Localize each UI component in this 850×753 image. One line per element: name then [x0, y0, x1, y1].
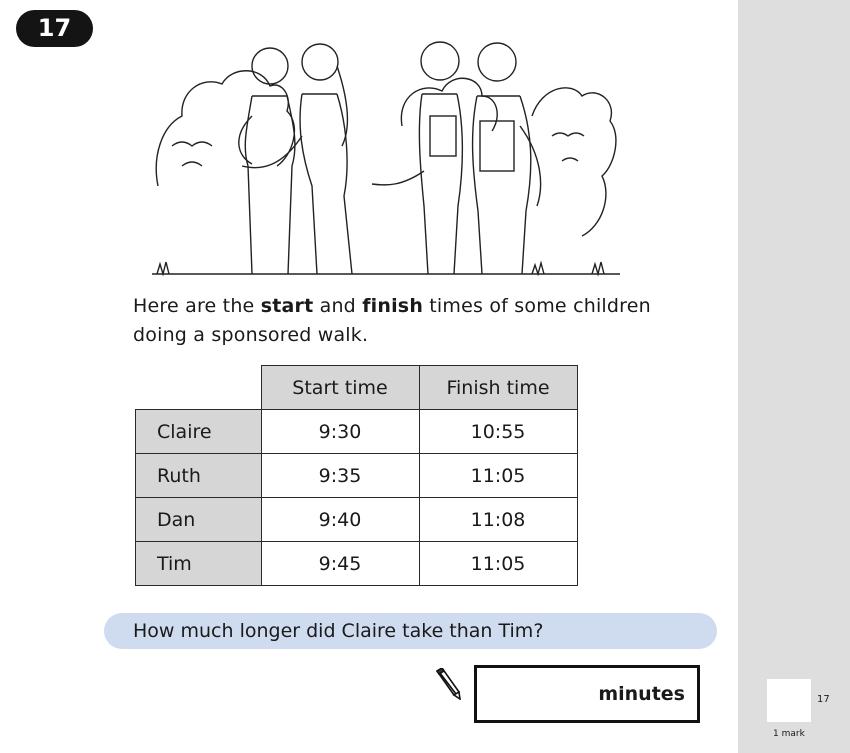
pencil-icon [433, 668, 463, 700]
row-name: Claire [136, 410, 262, 454]
question-intro [133, 292, 693, 350]
page-reference: 17 [817, 694, 830, 705]
start-time-cell: 9:40 [261, 498, 419, 542]
intro-text: and [313, 295, 363, 317]
column-header-start: Start time [261, 366, 419, 410]
finish-time-cell: 10:55 [419, 410, 577, 454]
row-name: Dan [136, 498, 262, 542]
mark-label: 1 mark [773, 729, 805, 739]
intro-text: times of some children doing a sponsored walk. [133, 295, 651, 346]
row-name: Ruth [136, 454, 262, 498]
table-header-row [136, 366, 578, 410]
start-time-cell: 9:35 [261, 454, 419, 498]
mark-box [767, 679, 811, 722]
intro-finish-bold: finish [362, 295, 424, 317]
intro-start-bold: start [260, 295, 314, 317]
finish-time-cell: 11:08 [419, 498, 577, 542]
answer-unit-label: minutes [598, 683, 685, 705]
table-corner [136, 366, 262, 410]
column-header-finish: Finish time [419, 366, 577, 410]
finish-time-cell: 11:05 [419, 542, 577, 586]
start-time-cell: 9:30 [261, 410, 419, 454]
finish-time-cell: 11:05 [419, 454, 577, 498]
answer-box[interactable] [474, 665, 700, 723]
table-row [136, 410, 578, 454]
row-name: Tim [136, 542, 262, 586]
question-number-badge: 17 [16, 10, 93, 47]
table-row [136, 454, 578, 498]
times-table [135, 365, 578, 586]
intro-text: Here are the [133, 295, 261, 317]
table-row [136, 498, 578, 542]
question-prompt: How much longer did Claire take than Tim? [104, 613, 717, 649]
marking-margin [738, 0, 850, 753]
children-walking-illustration [152, 36, 620, 278]
start-time-cell: 9:45 [261, 542, 419, 586]
table-row [136, 542, 578, 586]
